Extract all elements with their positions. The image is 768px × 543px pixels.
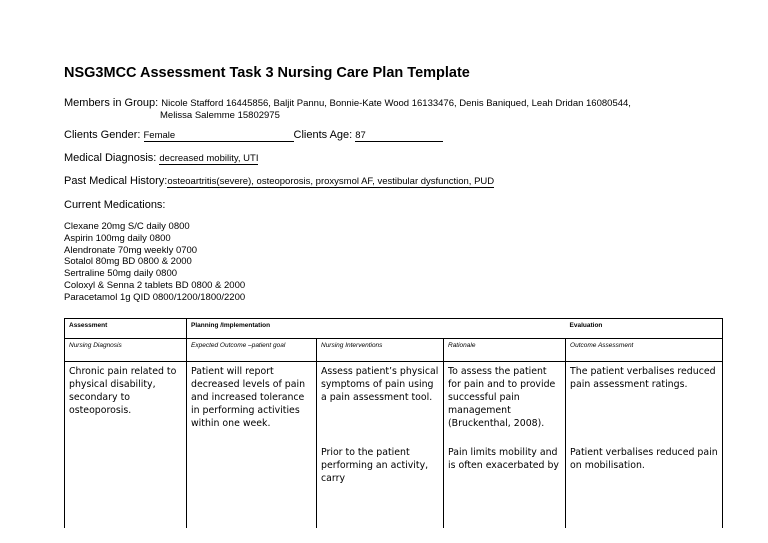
members-names-line2: Melissa Salemme 15802975	[160, 110, 280, 121]
subheader-outcome-assessment: Outcome Assessment	[566, 339, 723, 362]
gender-label: Clients Gender:	[64, 129, 141, 141]
nursing-diagnosis-text: Chronic pain related to physical disability, secondary to osteoporosis.	[69, 366, 177, 416]
cell-nursing-interventions	[317, 362, 444, 529]
table-subheader-row	[65, 339, 723, 362]
subheader-expected-outcome: Expected Outcome –patient goal	[187, 339, 317, 362]
members-line2	[160, 109, 280, 121]
subheader-nursing-diagnosis: Nursing Diagnosis	[65, 339, 187, 362]
medication-item: Coloxyl & Senna 2 tablets BD 0800 & 2000	[64, 279, 246, 291]
header-planning: Planning /Implementation	[187, 319, 566, 339]
members-label: Members in Group:	[64, 97, 159, 109]
rationale-2: Pain limits mobility and is often exacerbated by	[448, 447, 559, 471]
document-title: NSG3MCC Assessment Task 3 Nursing Care Plan Template	[64, 65, 470, 81]
gender-value: Female	[144, 130, 294, 142]
subheader-nursing-interventions: Nursing Interventions	[317, 339, 444, 362]
rationale-1: To assess the patient for pain and to provide successful pain management (Bruckenthal, 2008).	[448, 366, 556, 429]
medication-item: Alendronate 70mg weekly 0700	[64, 244, 198, 256]
medication-item: Clexane 20mg S/C daily 0800	[64, 221, 190, 232]
medications-heading: Current Medications:	[64, 199, 166, 211]
members-names-line1: Nicole Stafford 16445856, Baljit Pannu, Bonnie-Kate Wood 16133476, Denis Baniqued, Leah Dridan 16080544,	[161, 98, 631, 109]
diagnosis-value: decreased mobility, UTI	[159, 153, 259, 164]
intervention-1: Assess patient’s physical symptoms of pain using a pain assessment tool.	[321, 366, 439, 403]
subheader-rationale: Rationale	[444, 339, 566, 362]
members-line	[64, 97, 631, 109]
intervention-2: Prior to the patient performing an activity, carry	[321, 447, 429, 484]
evaluation-1: The patient verbalises reduced pain assessment ratings.	[570, 366, 716, 390]
age-value: 87	[355, 130, 443, 142]
cell-outcome-assessment	[566, 362, 723, 529]
medication-item: Paracetamol 1g QID 0800/1200/1800/2200	[64, 291, 246, 303]
medication-item: Sotalol 80mg BD 0800 & 2000	[64, 256, 192, 268]
cell-nursing-diagnosis	[65, 362, 187, 529]
history-label: Past Medical History:	[64, 175, 168, 187]
history-line	[64, 175, 494, 188]
diagnosis-line	[64, 152, 258, 165]
age-label: Clients Age:	[293, 129, 353, 141]
cell-expected-outcome	[187, 362, 317, 529]
medication-item: Sertraline 50mg daily 0800	[64, 268, 178, 280]
header-evaluation: Evaluation	[566, 319, 723, 339]
care-plan-table	[64, 318, 723, 528]
client-info-line	[64, 129, 443, 142]
diagnosis-label: Medical Diagnosis:	[64, 152, 157, 164]
medication-item: Aspirin 100mg daily 0800	[64, 232, 171, 244]
history-value: osteoartritis(severe), osteoporosis, proxysmol AF, vestibular dysfunction, PUD	[167, 176, 495, 187]
evaluation-2: Patient verbalises reduced pain on mobilisation.	[570, 447, 718, 471]
table-header-row	[65, 319, 723, 339]
expected-outcome-text: Patient will report decreased levels of pain and increased tolerance in performing activities within one week.	[191, 366, 306, 429]
cell-rationale	[444, 362, 566, 529]
header-assessment: Assessment	[65, 319, 187, 339]
table-row	[65, 362, 723, 529]
medications-list	[64, 221, 245, 304]
